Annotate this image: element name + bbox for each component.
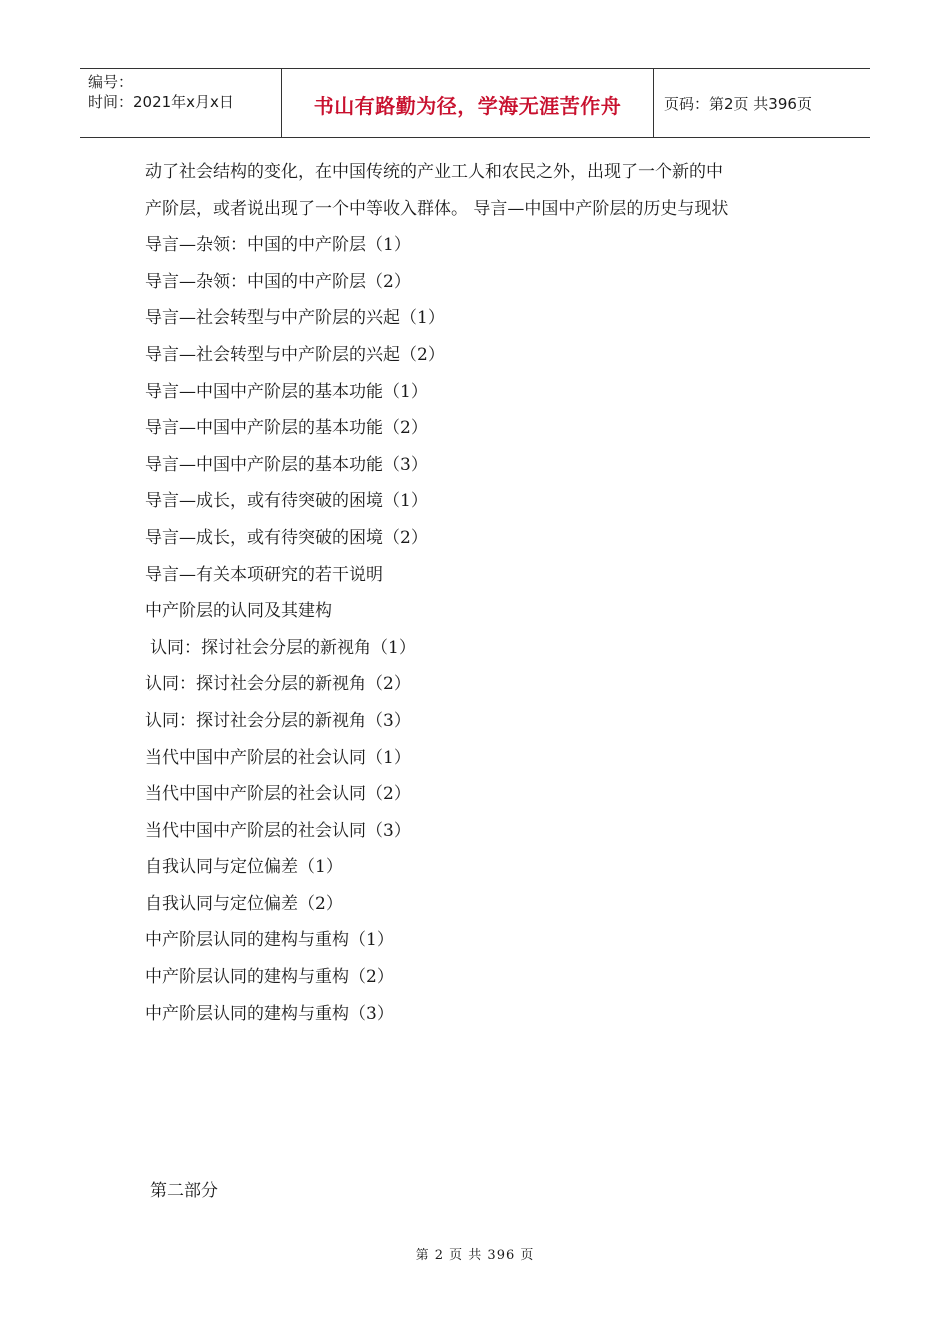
toc-item: 自我认同与定位偏差（2） (145, 893, 343, 914)
document-body (145, 154, 825, 1032)
body-line: 动了社会结构的变化，在中国传统的产业工人和农民之外，出现了一个新的中 (145, 162, 723, 182)
toc-item: 导言—社会转型与中产阶层的兴起（1） (145, 308, 445, 329)
header-date-label: 时间：2021年x月x日 (88, 93, 234, 111)
toc-item: 认同：探讨社会分层的新视角（3） (145, 710, 411, 731)
toc-item: 导言—成长，或有待突破的困境（2） (145, 527, 428, 548)
toc-heading: 中产阶层的认同及其建构 (145, 601, 332, 622)
toc-item: 导言—中国中产阶层的基本功能（3） (145, 454, 428, 475)
toc-item: 认同：探讨社会分层的新视角（1） (150, 637, 416, 658)
toc-item: 自我认同与定位偏差（1） (145, 857, 343, 878)
page-header (80, 68, 870, 138)
toc-item: 导言—社会转型与中产阶层的兴起（2） (145, 344, 445, 365)
toc-item: 导言—中国中产阶层的基本功能（2） (145, 418, 428, 439)
toc-item: 中产阶层认同的建构与重构（3） (145, 1003, 394, 1024)
header-motto: 书山有路勤为径，学海无涯苦作舟 (282, 69, 654, 137)
toc-item: 中产阶层认同的建构与重构（1） (145, 930, 394, 951)
toc-item: 当代中国中产阶层的社会认同（1） (145, 747, 411, 768)
toc-item: 当代中国中产阶层的社会认同（2） (145, 784, 411, 805)
toc-item: 导言—杂领：中国的中产阶层（2） (145, 271, 411, 292)
toc-item: 导言—成长，或有待突破的困境（1） (145, 491, 428, 512)
toc-item: 认同：探讨社会分层的新视角（2） (145, 674, 411, 695)
toc-item: 当代中国中产阶层的社会认同（3） (145, 820, 411, 841)
section-title: 第二部分 (150, 1181, 218, 1201)
body-line: 产阶层，或者说出现了一个中等收入群体。 导言—中国中产阶层的历史与现状 (145, 198, 729, 219)
page-footer: 第 2 页 共 396 页 (415, 1248, 535, 1263)
toc-item: 中产阶层认同的建构与重构（2） (145, 967, 394, 988)
toc-item: 导言—中国中产阶层的基本功能（1） (145, 381, 428, 402)
header-page-label: 页码：第2页 共396页 (664, 94, 812, 113)
toc-item: 导言—杂领：中国的中产阶层（1） (145, 235, 411, 256)
header-meta (80, 69, 282, 137)
toc-item: 导言—有关本项研究的若干说明 (145, 564, 383, 585)
header-number-label: 编号： (88, 73, 134, 91)
